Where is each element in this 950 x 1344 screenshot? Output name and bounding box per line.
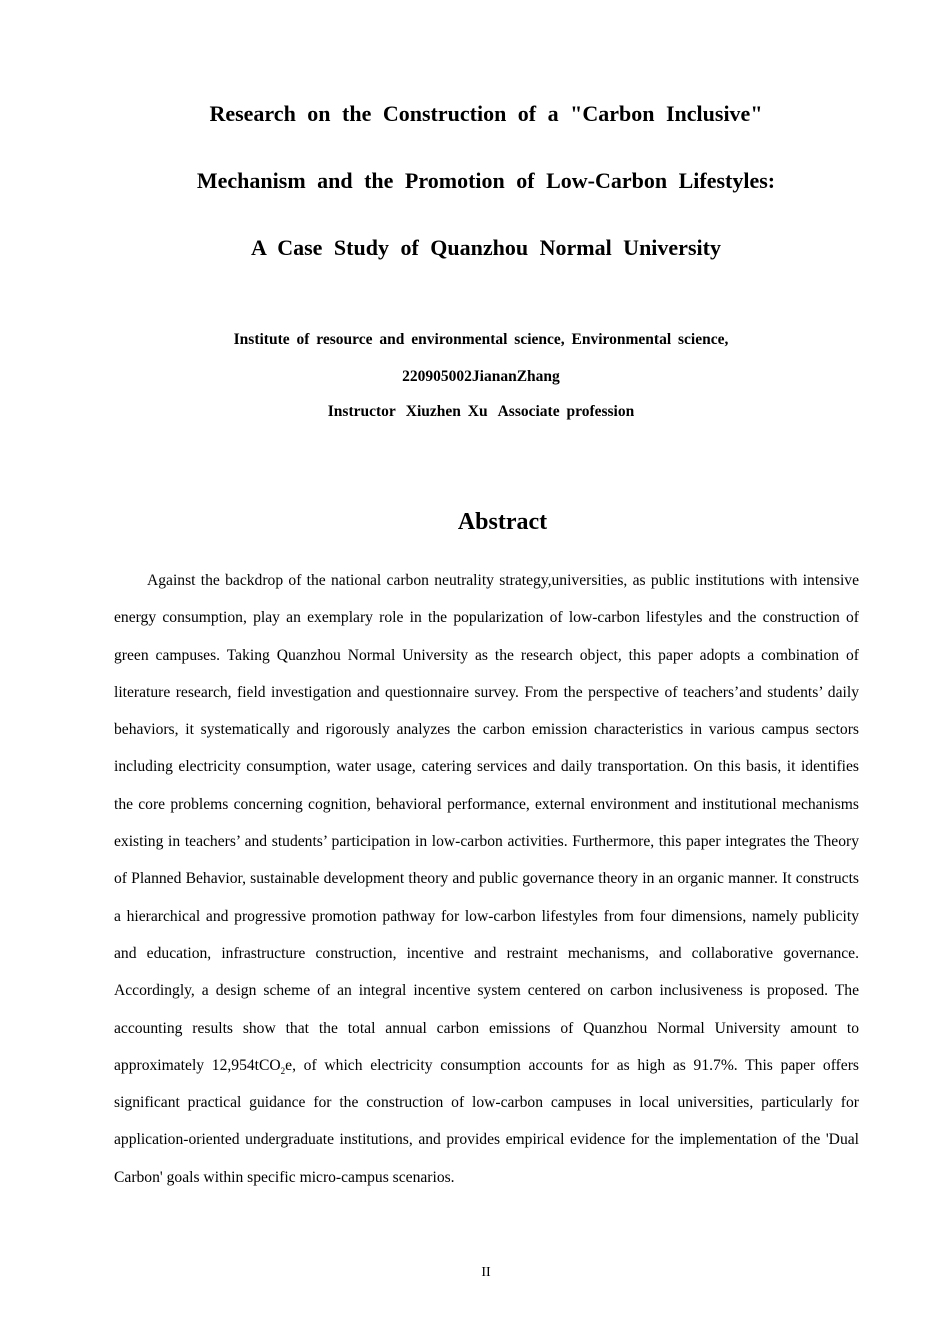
instructor-line — [100, 403, 862, 421]
co2-subscript: 2 — [280, 1065, 286, 1076]
abstract-text-part-2: e, of which electricity consumption accounts for as high as 91.7%. This paper offers significant practical guidance for the construction of low-carbon campuses in local universities, particularly for application-oriented undergraduate institutions, and provides empirical evidence for the implementation of the 'Dual Carbon' goals within specific micro-campus scenarios. — [114, 1056, 859, 1186]
title-line-3: A Case Study of Quanzhou Normal University — [251, 235, 721, 260]
instructor-label: Instructor — [327, 403, 396, 420]
instructor-title: Associate profession — [497, 403, 635, 420]
student-id-name: 220905002JiananZhang — [402, 368, 560, 385]
abstract-heading: Abstract — [457, 509, 548, 535]
page-number: II — [481, 1265, 491, 1280]
abstract-body — [114, 562, 859, 1196]
abstract-text-part-1: Against the backdrop of the national carbon neutrality strategy,universities, as public institutions with intensive energy consumption, play an exemplary role in the popularization of low-carbon lifestyles and the construction of green campuses. Taking Quanzhou Normal University as the research object, this paper adopts a combination of literature research, field investigation and questionnaire survey. From the perspective of teachers’and students’ daily behaviors, it systematically and rigorously analyzes the carbon emission characteristics in various campus sectors including electricity consumption, water usage, catering services and daily transportation. On this basis, it identifies the core problems concerning cognition, behavioral performance, external environment and institutional mechanisms existing in teachers’ and students’ participation in low-carbon activities. Furthermore, this paper integrates the Theory of Planned Behavior, sustainable development theory and public governance theory in an organic manner. It constructs a hierarchical and progressive promotion pathway for low-carbon lifestyles from four dimensions, namely publicity and education, infrastructure construction, incentive and restraint mechanisms, and collaborative governance. Accordingly, a design scheme of an integral incentive system centered on carbon inclusiveness is proposed. The accounting results show that the total annual carbon emissions of Quanzhou Normal University amount to approximately 12,954tCO — [114, 572, 859, 1074]
affiliation: Institute of resource and environmental science, Environmental science, — [233, 331, 729, 348]
instructor-name: Xiuzhen Xu — [405, 403, 488, 420]
title-line-1: Research on the Construction of a "Carbon Inclusive" — [209, 101, 763, 126]
title-line-2: Mechanism and the Promotion of Low-Carbon Lifestyles: — [196, 168, 776, 193]
